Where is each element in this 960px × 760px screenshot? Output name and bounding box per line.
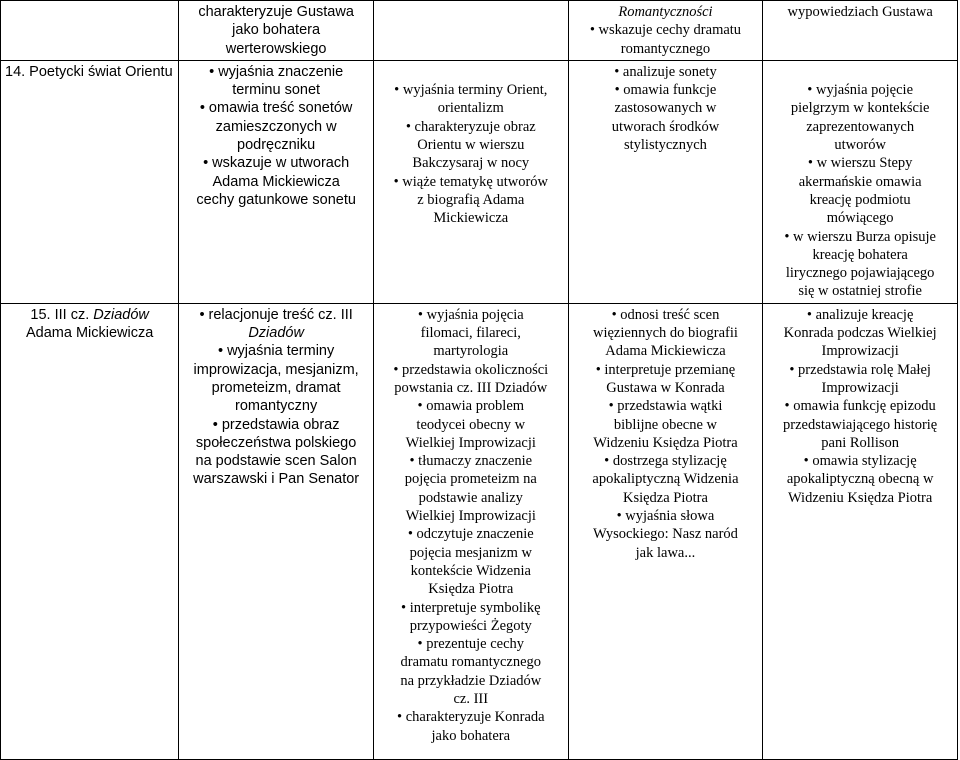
text-line: • wyjaśnia pojęcia [417,306,524,323]
text-line: • prezentuje cechy [417,636,525,653]
text-line: • omawia funkcję epizodu [784,398,936,415]
text-line: orientalizm [437,100,504,117]
text-line: biblijne obecne w [613,416,717,433]
text-line: pani Rollison [821,434,900,451]
text-line: zamieszczonych w [215,118,337,135]
cell-advanced [568,1,763,61]
text-line: Adama Mickiewicza [212,173,340,190]
text-line: na przykładzie Dziadów [400,672,542,689]
text-line: Dziadów [93,306,149,323]
text-line: • omawia problem [417,398,525,415]
text-line: apokaliptyczną obecną w [786,471,934,488]
text-line: • przedstawia obraz [212,416,340,433]
text-line: romantyczny [235,398,318,415]
text-line: • wskazuje w utworach [203,155,350,172]
text-line: stylistycznych [623,137,707,154]
text-line: na podstawie scen Salon [195,453,357,470]
text-line: romantycznego [620,40,711,57]
text-line: 14. Poetycki świat Orientu [5,63,173,80]
text-line: Gustawa w Konrada [606,379,725,396]
text-line: • wyjaśnia pojęcie [807,82,914,99]
text-line: Improwizacji [821,343,899,360]
text-line: pojęcia mesjanizm w [409,544,532,561]
table-row-15 [1,303,958,759]
text-line: • omawia funkcje [614,82,717,99]
text-line: dramatu romantycznego [400,654,542,671]
text-line: zastosowanych w [614,100,717,117]
text-line: pielgrzym w kontekście [790,100,930,117]
cell-extended-empty [373,1,568,61]
text-line: mówiącego [826,210,894,227]
text-line: 15. III cz. [30,306,90,323]
text-line: podręczniku [237,137,316,154]
text-line: • przedstawia rolę Małej [789,361,931,378]
text-line: martyrologia [433,343,509,360]
cell-advanced-14 [568,60,763,303]
text-line: werterowskiego [225,40,327,57]
text-line: • wyjaśnia terminy [217,343,335,360]
table-row-continued [1,1,958,61]
text-line: • charakteryzuje obraz [405,118,536,135]
text-line: • omawia treść sonetów [199,100,353,117]
text-line: • wyjaśnia terminy Orient, [394,82,548,99]
text-line: Księdza Piotra [428,581,514,598]
cell-extended-15 [373,303,568,759]
text-line: Adama Mickiewicza [605,343,726,360]
text-line: Konrada podczas Wielkiej [783,325,937,342]
text-line: wypowiedziach Gustawa [787,4,933,20]
text-line: • tłumaczy znaczenie [409,453,533,470]
text-line: Mickiewicza [433,210,509,227]
text-line: • charakteryzuje Konrada [397,709,545,726]
text-line: • wiąże tematykę utworów [393,173,549,190]
text-line: terminu sonet [232,82,321,99]
text-line: pojęcia prometeizm na [404,471,537,488]
cell-basic [179,1,374,61]
text-line: z biografią Adama [417,191,525,208]
cell-excellent [763,1,958,61]
text-line: charakteryzuje Gustawa [198,4,354,20]
text-line: • odnosi treść scen [611,306,720,323]
text-line: kontekście Widzenia [410,562,531,579]
text-line: się w ostatniej strofie [798,283,922,300]
text-line: kreację bohatera [812,246,908,263]
text-line: przedstawiającego historię [783,416,938,433]
cell-topic-empty [1,1,179,61]
text-line: Wielkiej Improwizacji [405,508,536,525]
text-line: zaprezentowanych [806,118,915,135]
text-line: Dziadów [248,325,304,342]
text-line: Wielkiej Improwizacji [405,434,536,451]
text-line: • analizuje kreację [806,306,914,323]
text-line: akermańskie omawia [798,173,922,190]
text-line: przypowieści Żegoty [409,617,532,634]
text-line: • przedstawia okoliczności [393,361,549,378]
table-row-14 [1,60,958,303]
text-line: jak lawa... [635,544,696,561]
text-line: Księdza Piotra [622,489,708,506]
text-line: prometeizm, dramat [211,379,341,396]
text-line: utworach środków [611,118,720,135]
text-line: • dostrzega stylizację [604,453,727,470]
text-line: jako bohatera [232,22,321,39]
text-line: cz. III [453,690,489,707]
text-line: utworów [834,137,886,154]
topic-title-14 [1,60,179,303]
text-line: • wskazuje cechy dramatu [589,22,742,39]
text-line: powstania cz. III Dziadów [394,379,548,396]
text-line: • interpretuje symbolikę [401,599,541,616]
text-line: Bakczysaraj w nocy [412,155,530,172]
cell-basic-15 [179,303,374,759]
text-line: • relacjonuje treść cz. III [199,306,353,323]
text-line: Adama Mickiewicza [25,325,154,342]
text-line: teodycei obecny w [416,416,526,433]
text-line: apokaliptyczną Widzenia [592,471,739,488]
text-line: • odczytuje znaczenie [407,526,534,543]
text-line: cechy gatunkowe sonetu [196,191,356,208]
text-line: warszawski i Pan Senator [193,471,360,488]
text-line: • wyjaśnia słowa [616,508,715,525]
text-line: lirycznego pojawiającego [785,265,935,282]
text-line: podstawie analizy [418,489,523,506]
text-line: • w wierszu Stepy [807,155,913,172]
text-line: • wyjaśnia znaczenie [209,63,344,80]
text-line: Orientu w wierszu [417,137,525,154]
text-line: • omawia stylizację [803,453,917,470]
text-line: Improwizacji [821,379,899,396]
text-line: • interpretuje przemianę [595,361,736,378]
text-line: • analizuje sonety [614,63,717,80]
text-line: kreację podmiotu [809,191,911,208]
cell-extended-14 [373,60,568,303]
text-line: jako bohatera [431,727,511,744]
text-line: Widzeniu Księdza Piotra [787,489,933,506]
text-line: więziennych do biografii [592,325,738,342]
text-line: • w wierszu Burza opisuje [784,228,936,245]
text-line: Widzeniu Księdza Piotra [593,434,738,451]
topic-title-15 [1,303,179,759]
text-line: • przedstawia wątki [608,398,723,415]
text-line: filomaci, filareci, [420,325,521,342]
text-line: społeczeństwa polskiego [195,434,357,451]
cell-excellent-14 [763,60,958,303]
text-line: Romantyczności [618,4,713,20]
cell-advanced-15 [568,303,763,759]
text-line: improwizacja, mesjanizm, [193,361,359,378]
cell-excellent-15 [763,303,958,759]
cell-basic-14 [179,60,374,303]
text-line: Wysockiego: Nasz naród [593,526,738,543]
